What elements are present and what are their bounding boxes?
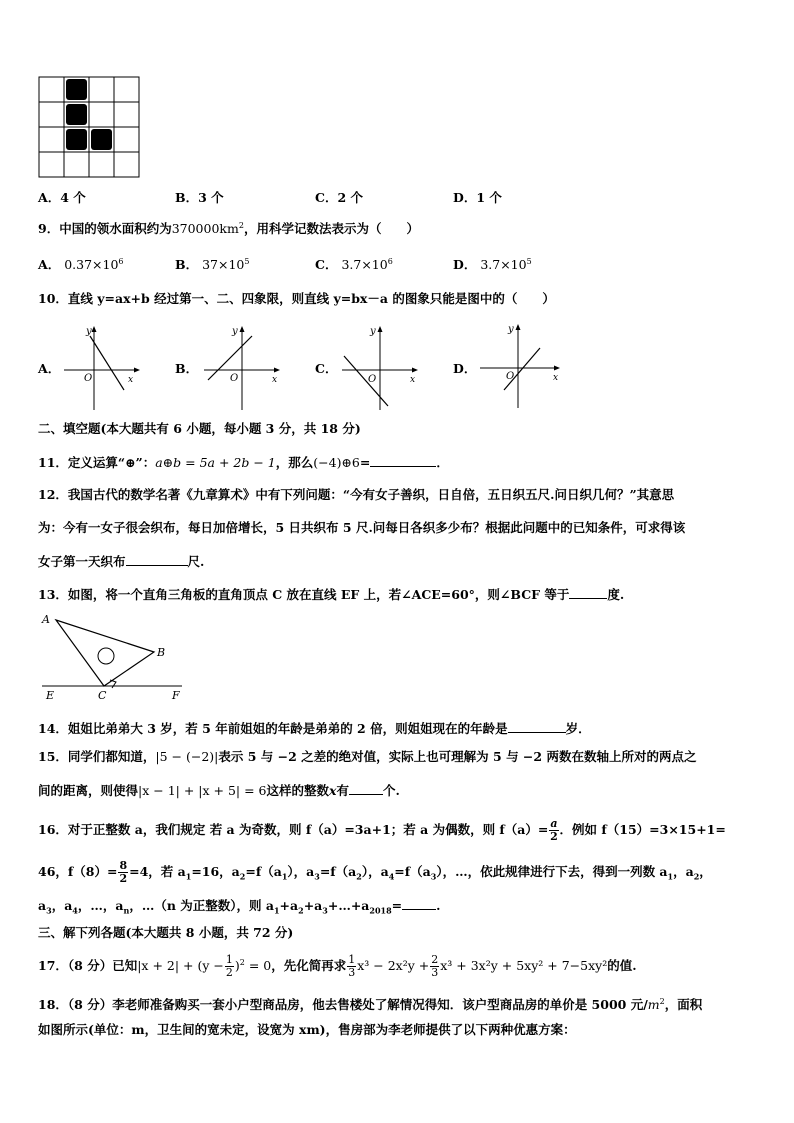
q13-text: 13．如图，将一个直角三角板的直角顶点 C 放在直线 EF 上，若∠ACE=60°，则∠BCF 等于 bbox=[38, 587, 570, 602]
q15-text-4: 这样的整数 bbox=[266, 783, 330, 798]
q11-text: 11．定义运算“⊕”： bbox=[38, 455, 156, 470]
option-label: C． bbox=[315, 257, 338, 272]
q16-seg: ， bbox=[699, 864, 712, 879]
q16-seg: ，a bbox=[673, 864, 694, 879]
y-label: y bbox=[232, 326, 238, 337]
numerator: 2 bbox=[431, 953, 439, 967]
section-3-heading: 三、解下列各题(本大题共 8 小题，共 72 分) bbox=[38, 925, 294, 940]
q16-seg: ，…，a bbox=[77, 898, 124, 913]
q9-option-d[interactable] bbox=[453, 255, 532, 273]
q17-text-3: 的值. bbox=[607, 958, 637, 974]
q16-seg: a bbox=[38, 898, 47, 913]
q15-text-5: 有 bbox=[336, 783, 349, 798]
q15-abs-expression: |5 − (−2)| bbox=[155, 749, 219, 764]
option-base: 3.7×10 bbox=[341, 257, 388, 272]
denominator: 3 bbox=[431, 966, 439, 980]
q18-line-2: 如图所示(单位：m，卫生间的宽未定，设宽为 xm)，售房部为李老师提供了以下两种优惠方案： bbox=[38, 1022, 576, 1037]
option-exp: 6 bbox=[387, 256, 393, 266]
grid-cell bbox=[39, 102, 64, 127]
triangle-hole bbox=[98, 648, 114, 664]
grid-cell bbox=[114, 127, 139, 152]
grid-cell bbox=[89, 102, 114, 127]
option-base: 37×10 bbox=[202, 257, 245, 272]
q9-area-value: 370000km bbox=[171, 221, 239, 237]
q11-text-2: ，那么 bbox=[275, 455, 314, 470]
label-b: B bbox=[157, 646, 166, 659]
option-text: 1 个 bbox=[476, 190, 502, 205]
q14-answer-blank[interactable] bbox=[508, 718, 566, 733]
q13-unit: 度. bbox=[607, 587, 625, 602]
y-arrow bbox=[240, 326, 245, 332]
q15-text-3: 间的距离，则使得 bbox=[38, 783, 139, 798]
q17 bbox=[38, 952, 637, 979]
q16-line-3 bbox=[38, 895, 441, 919]
q18-text: 18．（8 分）李老师准备购买一套小户型商品房，他去售楼处了解情况得知．该户型商品房的单价是 5000 元/ bbox=[38, 997, 648, 1013]
q16-seg: ），…，依此规律进行下去，得到一列数 a bbox=[436, 864, 668, 879]
x-label: x bbox=[272, 375, 278, 385]
subscript: n bbox=[123, 905, 130, 916]
q12-answer-blank[interactable] bbox=[126, 551, 188, 566]
subscript: 2 bbox=[693, 871, 700, 882]
x-arrow bbox=[134, 368, 140, 373]
q16-seg: ），a bbox=[361, 864, 389, 879]
q17-expr-1: x³ − 2x²y + bbox=[357, 958, 430, 974]
y-arrow bbox=[378, 326, 383, 332]
label-f: F bbox=[172, 689, 180, 702]
q16-seg: ），a bbox=[287, 864, 315, 879]
grid-cell bbox=[114, 102, 139, 127]
q9-option-a[interactable] bbox=[38, 255, 124, 273]
q11-answer-blank[interactable] bbox=[370, 452, 436, 467]
y-arrow bbox=[92, 326, 97, 332]
q16-seg: . bbox=[436, 898, 441, 913]
q16-seg: =f（a bbox=[394, 864, 431, 879]
grid-cell bbox=[39, 77, 64, 102]
grid-cell bbox=[39, 127, 64, 152]
q14 bbox=[38, 718, 591, 737]
y-label: y bbox=[508, 324, 514, 335]
q15-variable: x bbox=[329, 783, 337, 798]
q16-seg: =f（a bbox=[319, 864, 357, 879]
q14-unit: 岁． bbox=[565, 721, 591, 736]
subscript: 1 bbox=[667, 871, 674, 882]
grid-cell bbox=[89, 152, 114, 177]
q12-text: 女子第一天织布 bbox=[38, 554, 126, 569]
denominator: 2 bbox=[119, 872, 128, 885]
option-label: B． bbox=[175, 190, 199, 205]
q16-seg: =f（a bbox=[245, 864, 282, 879]
numerator: 1 bbox=[348, 953, 356, 967]
option-exp: 5 bbox=[244, 256, 250, 266]
grid-cell bbox=[114, 152, 139, 177]
subscript: 4 bbox=[388, 871, 395, 882]
q16-seg: =4，若 a bbox=[129, 864, 186, 879]
option-text: 2 个 bbox=[337, 190, 364, 205]
triangle-abc bbox=[56, 620, 154, 686]
section-2-heading: 二、填空题(本大题共有 6 小题，每小题 3 分，共 18 分) bbox=[38, 421, 361, 436]
q11 bbox=[38, 452, 449, 471]
q18-unit-m: m bbox=[647, 997, 660, 1013]
origin-label: O bbox=[230, 373, 239, 384]
q10-option-d-label[interactable]: D． bbox=[453, 361, 477, 376]
q17-condition: |x + 2| + (y − bbox=[137, 958, 224, 974]
option-label: D． bbox=[453, 190, 477, 205]
q9-option-c[interactable] bbox=[315, 255, 393, 273]
q17-text: 17．（8 分）已知 bbox=[38, 958, 138, 974]
subscript: 2 bbox=[239, 871, 246, 882]
grid-cell bbox=[39, 152, 64, 177]
subscript: 4 bbox=[72, 905, 78, 916]
option-label: C． bbox=[315, 190, 338, 205]
denominator: 2 bbox=[550, 830, 558, 843]
q15-line-1 bbox=[38, 749, 696, 765]
subscript: 3 bbox=[322, 905, 328, 916]
q17-two-thirds bbox=[430, 954, 439, 979]
q13-answer-blank[interactable] bbox=[569, 584, 607, 599]
x-label: x bbox=[410, 375, 416, 385]
option-label: B． bbox=[175, 257, 199, 272]
subscript: 2018 bbox=[369, 905, 392, 916]
option-exp: 6 bbox=[118, 256, 124, 266]
graph-line bbox=[344, 356, 388, 406]
q15-unit: 个. bbox=[383, 783, 400, 798]
q9-stem-text: 9．中国的领水面积约为 bbox=[38, 221, 172, 237]
subscript: 3 bbox=[314, 871, 320, 882]
y-label: y bbox=[86, 326, 92, 337]
q16-seg: ，…（n 为正整数），则 a bbox=[129, 898, 274, 913]
q14-text: 14．姐姐比弟弟大 3 岁，若 5 年前姐姐的年龄是弟弟的 2 倍，则姐姐现在的年龄是 bbox=[38, 721, 508, 736]
subscript: 3 bbox=[430, 871, 437, 882]
q13-triangle-figure bbox=[38, 610, 188, 702]
origin-label: O bbox=[368, 374, 377, 385]
q16-answer-blank[interactable] bbox=[402, 895, 436, 910]
option-base: 0.37×10 bbox=[64, 257, 119, 272]
q11-eq: = bbox=[359, 455, 371, 470]
q10-option-a-label[interactable]: A． bbox=[38, 361, 61, 376]
option-exp: 5 bbox=[526, 256, 532, 266]
grid-cell bbox=[89, 77, 114, 102]
numerator: 1 bbox=[225, 953, 233, 967]
q17-square: 2 bbox=[239, 958, 245, 967]
x-label: x bbox=[553, 373, 559, 383]
q18-line-1 bbox=[38, 994, 702, 1013]
q10-graph-c[interactable] bbox=[340, 322, 420, 410]
denominator: 3 bbox=[348, 966, 356, 980]
subscript: 1 bbox=[185, 871, 192, 882]
q16-fraction-8-2 bbox=[118, 860, 128, 885]
q10-option-c-label[interactable]: C． bbox=[315, 361, 338, 376]
q8-grid-figure bbox=[38, 76, 140, 178]
q16-fraction-a-2 bbox=[549, 818, 558, 843]
q10-graph-a[interactable] bbox=[62, 322, 142, 410]
q13-stem bbox=[38, 584, 624, 603]
q17-expr-2: x³ + 3x²y + 5xy² + 7−5xy² bbox=[440, 958, 608, 974]
q17-eq-zero: = 0 bbox=[244, 958, 272, 974]
q15-text: 15．同学们都知道， bbox=[38, 749, 156, 764]
q15-line-2 bbox=[38, 780, 400, 799]
q11-expression: (−4)⊕6 bbox=[313, 455, 360, 470]
filled-cell bbox=[66, 129, 87, 150]
graph-line bbox=[504, 348, 540, 390]
q16-text-3: 46，f（8）= bbox=[38, 864, 118, 879]
subscript: 1 bbox=[273, 905, 280, 916]
numerator: a bbox=[550, 817, 558, 830]
q12-line-3 bbox=[38, 551, 204, 570]
subscript: 2 bbox=[356, 871, 362, 882]
q15-equation: |x − 1| + |x + 5| = 6 bbox=[138, 783, 267, 798]
q17-text-2: ，先化简再求 bbox=[271, 958, 347, 974]
q8-option-c[interactable] bbox=[315, 188, 363, 206]
denominator: 2 bbox=[225, 966, 233, 980]
q16-line-1 bbox=[38, 818, 726, 843]
q15-text-2: 表示 5 与 −2 之差的绝对值，实际上也可理解为 5 与 −2 两数在数轴上所对的两点之 bbox=[218, 749, 697, 764]
option-label: A． bbox=[38, 257, 61, 272]
option-label: D． bbox=[453, 257, 477, 272]
q16-seg: +a bbox=[279, 898, 299, 913]
q10-option-b-label[interactable]: B． bbox=[175, 361, 199, 376]
q16-text-2: ．例如 f（15）=3×15+1= bbox=[559, 822, 726, 837]
q8-option-d[interactable] bbox=[453, 188, 502, 206]
q16-seg: +…+a bbox=[327, 898, 370, 913]
graph-line bbox=[90, 336, 124, 390]
x-arrow bbox=[412, 368, 418, 373]
q17-third bbox=[347, 954, 356, 979]
y-arrow bbox=[516, 324, 521, 330]
numerator: 8 bbox=[119, 859, 128, 872]
q16-seg: +a bbox=[303, 898, 323, 913]
q17-paren: ) bbox=[234, 958, 240, 974]
q9-area-sup: 2 bbox=[238, 221, 244, 230]
x-label: x bbox=[128, 375, 134, 385]
subscript: 2 bbox=[298, 905, 304, 916]
subscript: 3 bbox=[46, 905, 52, 916]
q9-option-b[interactable] bbox=[175, 255, 249, 273]
origin-label: O bbox=[84, 373, 93, 384]
q15-answer-blank[interactable] bbox=[349, 780, 383, 795]
q12-line-1: 12．我国古代的数学名著《九章算术》中有下列问题：“今有女子善织，日自倍，五日织五尺.问日织几何？”其意思 bbox=[38, 487, 675, 502]
q9-stem-text-2: ，用科学记数法表示为（ ） bbox=[243, 221, 419, 237]
q10-graph-b[interactable] bbox=[202, 322, 282, 410]
q16-text: 16．对于正整数 a，我们规定 若 a 为奇数，则 f（a）=3a+1；若 a 为偶数，则 f（a）= bbox=[38, 822, 549, 837]
option-text: 3 个 bbox=[198, 190, 224, 205]
filled-cell bbox=[91, 129, 112, 150]
q17-half bbox=[225, 954, 234, 979]
q16-line-2 bbox=[38, 860, 712, 885]
q11-definition: a⊕b = 5a + 2b − 1 bbox=[155, 455, 276, 470]
q10-stem: 10．直线 y=ax+b 经过第一、二、四象限，则直线 y=bx－a 的图象只能是图中的（ ） bbox=[38, 291, 555, 306]
label-e: E bbox=[46, 689, 55, 702]
q10-graph-d[interactable] bbox=[478, 320, 563, 408]
grid-cell bbox=[64, 152, 89, 177]
q16-seg: ，a bbox=[51, 898, 73, 913]
x-arrow bbox=[274, 368, 280, 373]
filled-cell bbox=[66, 104, 87, 125]
q18-text-2: ，面积 bbox=[664, 997, 703, 1013]
option-label: A． bbox=[38, 190, 61, 205]
option-base: 3.7×10 bbox=[480, 257, 527, 272]
q18-unit-sup: 2 bbox=[659, 997, 665, 1006]
y-label: y bbox=[370, 326, 376, 337]
q8-option-b[interactable] bbox=[175, 188, 224, 206]
grid-cell bbox=[114, 77, 139, 102]
option-text: 4 个 bbox=[60, 190, 86, 205]
label-c: C bbox=[98, 689, 107, 702]
q12-line-2: 为：今有一女子很会织布，每日加倍增长，5 日共织布 5 尺.问每日各织多少布？根据此问题中的已知条件，可求得该 bbox=[38, 520, 686, 535]
subscript: 1 bbox=[281, 871, 288, 882]
q16-seg: = bbox=[391, 898, 403, 913]
label-a: A bbox=[42, 613, 50, 626]
q9-stem bbox=[38, 218, 419, 237]
q16-seg: =16，a bbox=[191, 864, 240, 879]
q12-unit: 尺. bbox=[187, 554, 205, 569]
filled-cell bbox=[66, 79, 87, 100]
q11-period: ． bbox=[436, 455, 449, 470]
x-arrow bbox=[554, 366, 560, 371]
origin-label: O bbox=[506, 371, 515, 382]
q8-option-a[interactable] bbox=[38, 188, 86, 206]
